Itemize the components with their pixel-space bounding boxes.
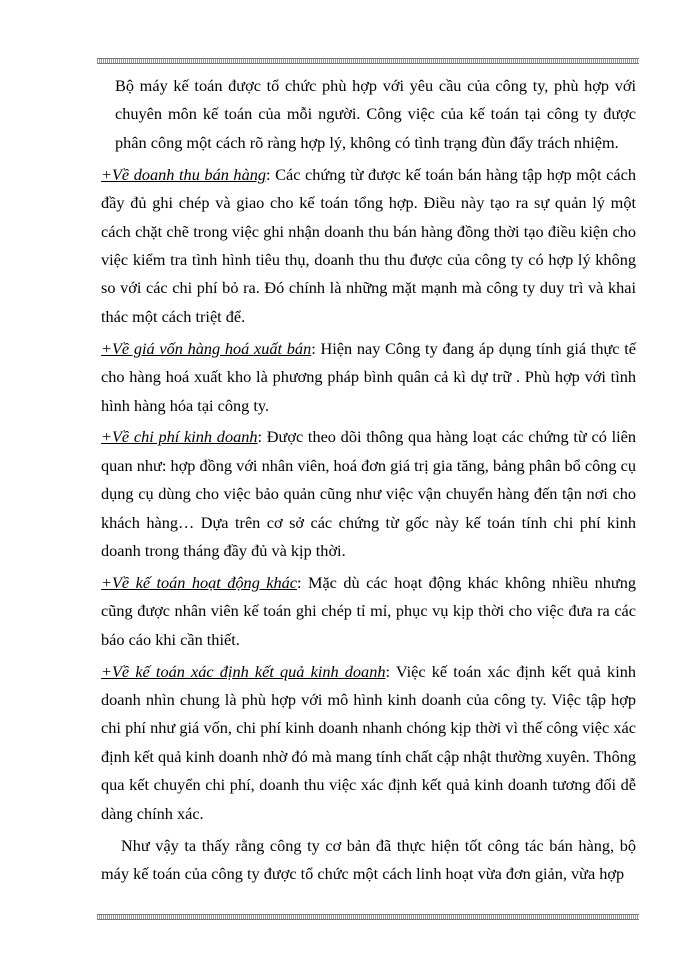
- section-heading: +Về chi phí kinh doanh: [101, 427, 258, 447]
- header-rule: [97, 58, 639, 64]
- paragraph-text: : Được theo dõi thông qua hàng loạt các chứng từ có liên quan như: hợp đồng với nhân viên, hoá đơn giá trị gia tăng, bảng phân bổ công cụ dụng cụ dùng cho việc bảo quản cũng như việc vận chuyển hàng đến tận nơi cho khách hàng… Dựa trên cơ sở các chứng từ gốc này kế toán tính chi phí kinh doanh trong tháng đầy đủ và kịp thời.: [101, 427, 636, 561]
- section-heading: +Về kế toán xác định kết quả kinh doanh: [101, 661, 386, 681]
- paragraph-text: : Mặc dù các hoạt động khác không nhiều nhưng cũng được nhân viên kế toán ghi chép tỉ mỉ, phục vụ kịp thời cho việc đưa ra các báo cáo khi cần thiết.: [101, 572, 636, 649]
- section-heading: +Về giá vốn hàng hoá xuất bán: [101, 338, 312, 358]
- paragraph-business-results: [101, 658, 636, 829]
- section-heading: +Về doanh thu bán hàng: [101, 164, 266, 184]
- paragraph-business-expenses: [101, 423, 636, 565]
- paragraph-text: Như vậy ta thấy rằng công ty cơ bản đã thực hiện tốt công tác bán hàng, bộ máy kế toán của công ty được tổ chức một cách linh hoạt vừa đơn giản, vừa hợp: [101, 835, 636, 884]
- paragraph-revenue: [101, 161, 636, 332]
- paragraph-cost-of-goods: [101, 335, 636, 420]
- paragraph-other-activities: [101, 569, 636, 654]
- footer-rule: [97, 914, 639, 920]
- document-body: [101, 72, 636, 892]
- paragraph-text: Bộ máy kế toán được tổ chức phù hợp với yêu cầu của công ty, phù hợp với chuyên môn kế toán của mỗi người. Công việc của kế toán tại công ty được phân công một cách rõ ràng hợp lý, không có tình trạng đùn đẩy trách nhiệm.: [115, 76, 636, 152]
- paragraph-conclusion: [101, 832, 636, 889]
- paragraph-text: : Hiện nay Công ty đang áp dụng tính giá thực tế cho hàng hoá xuất kho là phương pháp bình quân cả kì dự trữ . Phù hợp với tình hình hàng hóa tại công ty.: [101, 338, 636, 415]
- section-heading: +Về kế toán hoạt động khác: [101, 572, 298, 592]
- paragraph-text: : Các chứng từ được kế toán bán hàng tập hợp một cách đầy đủ ghi chép và giao cho kế toán tổng hợp. Điều này tạo ra sự quản lý một cách chặt chẽ trong việc ghi nhận doanh thu bán hàng đồng thời tạo điều kiện cho việc kiểm tra tình hình tiêu thụ, doanh thu thu được của công ty có hợp lý không so với các chi phí bỏ ra. Đó chính là những mặt mạnh mà công ty duy trì và khai thác một cách triệt để.: [101, 164, 636, 326]
- paragraph-text: : Việc kế toán xác định kết quả kinh doanh nhìn chung là phù hợp với mô hình kinh doanh của công ty. Việc tập hợp chi phí như giá vốn, chi phí kinh doanh nhanh chóng kịp thời vì thế công việc xác định kết quả kinh doanh nhờ đó mà mang tính chất cập nhật thường xuyên. Thông qua kết chuyển chi phí, doanh thu việc xác định kết quả kinh doanh tương đối dễ dàng chính xác.: [101, 661, 636, 823]
- paragraph-intro: [101, 72, 636, 157]
